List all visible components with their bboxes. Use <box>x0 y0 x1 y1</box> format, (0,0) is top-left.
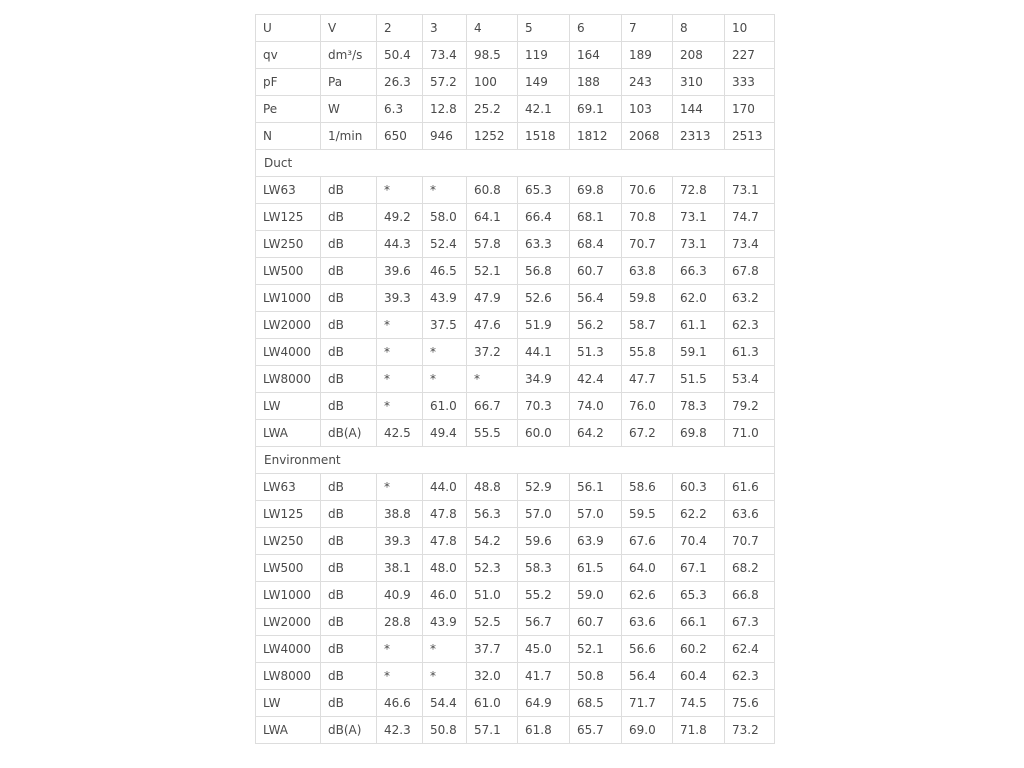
value-cell: 64.2 <box>570 420 622 447</box>
value-cell: 51.0 <box>467 582 518 609</box>
value-cell: 149 <box>518 69 570 96</box>
value-cell: 66.7 <box>467 393 518 420</box>
row-label-cell: LW1000 <box>256 285 321 312</box>
value-cell: 2513 <box>725 123 775 150</box>
value-cell: 39.6 <box>377 258 423 285</box>
value-cell: * <box>423 663 467 690</box>
value-cell: 98.5 <box>467 42 518 69</box>
value-cell: 78.3 <box>673 393 725 420</box>
value-cell: 59.0 <box>570 582 622 609</box>
value-cell: 64.0 <box>622 555 673 582</box>
value-cell: 26.3 <box>377 69 423 96</box>
value-cell: 63.2 <box>725 285 775 312</box>
value-cell: 63.6 <box>725 501 775 528</box>
value-cell: 67.8 <box>725 258 775 285</box>
value-cell: 58.3 <box>518 555 570 582</box>
value-cell: 2 <box>377 15 423 42</box>
unit-cell: dB <box>321 285 377 312</box>
unit-cell: 1/min <box>321 123 377 150</box>
value-cell: 67.1 <box>673 555 725 582</box>
value-cell: 47.9 <box>467 285 518 312</box>
value-cell: 51.3 <box>570 339 622 366</box>
unit-cell: dB <box>321 636 377 663</box>
value-cell: 56.3 <box>467 501 518 528</box>
value-cell: 64.9 <box>518 690 570 717</box>
row-label-cell: LW <box>256 690 321 717</box>
value-cell: 60.3 <box>673 474 725 501</box>
row-label-cell: LW63 <box>256 474 321 501</box>
value-cell: 2313 <box>673 123 725 150</box>
value-cell: 39.3 <box>377 285 423 312</box>
environment-section-title: Environment <box>256 447 775 474</box>
value-cell: 68.1 <box>570 204 622 231</box>
value-cell: * <box>423 366 467 393</box>
value-cell: 56.1 <box>570 474 622 501</box>
value-cell: 47.8 <box>423 501 467 528</box>
value-cell: 74.5 <box>673 690 725 717</box>
duct-section-row <box>256 150 775 177</box>
performance-row <box>256 96 775 123</box>
value-cell: 73.1 <box>725 177 775 204</box>
value-cell: 62.0 <box>673 285 725 312</box>
value-cell: 62.3 <box>725 663 775 690</box>
environment-row <box>256 609 775 636</box>
value-cell: 62.3 <box>725 312 775 339</box>
value-cell: * <box>377 339 423 366</box>
value-cell: 32.0 <box>467 663 518 690</box>
row-label-cell: LW2000 <box>256 609 321 636</box>
value-cell: 1518 <box>518 123 570 150</box>
row-label-cell: LW4000 <box>256 636 321 663</box>
value-cell: 60.7 <box>570 258 622 285</box>
environment-row <box>256 636 775 663</box>
value-cell: 61.8 <box>518 717 570 744</box>
duct-row <box>256 312 775 339</box>
environment-section-row <box>256 447 775 474</box>
unit-cell: dB <box>321 555 377 582</box>
value-cell: 40.9 <box>377 582 423 609</box>
value-cell: 60.7 <box>570 609 622 636</box>
value-cell: 70.3 <box>518 393 570 420</box>
unit-cell: dB <box>321 204 377 231</box>
value-cell: 71.7 <box>622 690 673 717</box>
value-cell: 42.4 <box>570 366 622 393</box>
unit-cell: dB <box>321 501 377 528</box>
value-cell: 69.8 <box>570 177 622 204</box>
value-cell: 56.2 <box>570 312 622 339</box>
value-cell: 50.4 <box>377 42 423 69</box>
value-cell: 67.2 <box>622 420 673 447</box>
value-cell: 60.2 <box>673 636 725 663</box>
value-cell: 62.6 <box>622 582 673 609</box>
value-cell: 59.6 <box>518 528 570 555</box>
value-cell: 52.4 <box>423 231 467 258</box>
value-cell: 70.7 <box>622 231 673 258</box>
value-cell: 65.3 <box>673 582 725 609</box>
row-label-cell: N <box>256 123 321 150</box>
value-cell: 47.8 <box>423 528 467 555</box>
row-label-cell: qv <box>256 42 321 69</box>
value-cell: 68.5 <box>570 690 622 717</box>
value-cell: 46.0 <box>423 582 467 609</box>
unit-cell: dB(A) <box>321 717 377 744</box>
value-cell: * <box>423 339 467 366</box>
value-cell: * <box>423 177 467 204</box>
value-cell: 70.4 <box>673 528 725 555</box>
value-cell: 41.7 <box>518 663 570 690</box>
value-cell: 6 <box>570 15 622 42</box>
value-cell: 54.2 <box>467 528 518 555</box>
row-label-cell: LW125 <box>256 204 321 231</box>
value-cell: 66.3 <box>673 258 725 285</box>
value-cell: 47.7 <box>622 366 673 393</box>
duct-row <box>256 231 775 258</box>
value-cell: 37.7 <box>467 636 518 663</box>
value-cell: 58.7 <box>622 312 673 339</box>
value-cell: * <box>377 177 423 204</box>
value-cell: 69.1 <box>570 96 622 123</box>
duct-row <box>256 258 775 285</box>
value-cell: 68.2 <box>725 555 775 582</box>
environment-row <box>256 582 775 609</box>
value-cell: * <box>377 366 423 393</box>
value-cell: 28.8 <box>377 609 423 636</box>
performance-row <box>256 123 775 150</box>
unit-cell: dm³/s <box>321 42 377 69</box>
value-cell: 73.4 <box>725 231 775 258</box>
value-cell: 47.6 <box>467 312 518 339</box>
value-cell: 56.4 <box>622 663 673 690</box>
value-cell: * <box>377 636 423 663</box>
value-cell: 60.8 <box>467 177 518 204</box>
value-cell: 73.4 <box>423 42 467 69</box>
value-cell: 50.8 <box>423 717 467 744</box>
fan-performance-table <box>255 14 775 744</box>
environment-row <box>256 717 775 744</box>
value-cell: 55.2 <box>518 582 570 609</box>
value-cell: 52.9 <box>518 474 570 501</box>
value-cell: 43.9 <box>423 609 467 636</box>
value-cell: 61.0 <box>423 393 467 420</box>
value-cell: 44.0 <box>423 474 467 501</box>
value-cell: 75.6 <box>725 690 775 717</box>
value-cell: 10 <box>725 15 775 42</box>
value-cell: 38.1 <box>377 555 423 582</box>
unit-cell: dB <box>321 582 377 609</box>
value-cell: 6.3 <box>377 96 423 123</box>
value-cell: 69.8 <box>673 420 725 447</box>
environment-row <box>256 528 775 555</box>
value-cell: 57.2 <box>423 69 467 96</box>
value-cell: 57.0 <box>570 501 622 528</box>
environment-row <box>256 474 775 501</box>
value-cell: 46.5 <box>423 258 467 285</box>
row-label-cell: LW8000 <box>256 366 321 393</box>
value-cell: 74.7 <box>725 204 775 231</box>
value-cell: 119 <box>518 42 570 69</box>
value-cell: 79.2 <box>725 393 775 420</box>
unit-cell: dB <box>321 366 377 393</box>
unit-cell: V <box>321 15 377 42</box>
value-cell: 49.2 <box>377 204 423 231</box>
unit-cell: dB(A) <box>321 420 377 447</box>
unit-cell: dB <box>321 474 377 501</box>
value-cell: 144 <box>673 96 725 123</box>
value-cell: 208 <box>673 42 725 69</box>
unit-cell: dB <box>321 312 377 339</box>
value-cell: 55.5 <box>467 420 518 447</box>
value-cell: 56.4 <box>570 285 622 312</box>
value-cell: 44.1 <box>518 339 570 366</box>
row-label-cell: LW8000 <box>256 663 321 690</box>
unit-cell: dB <box>321 231 377 258</box>
value-cell: 650 <box>377 123 423 150</box>
row-label-cell: LWA <box>256 717 321 744</box>
unit-cell: dB <box>321 528 377 555</box>
value-cell: 48.0 <box>423 555 467 582</box>
value-cell: 3 <box>423 15 467 42</box>
value-cell: 57.1 <box>467 717 518 744</box>
value-cell: * <box>377 312 423 339</box>
row-label-cell: LW4000 <box>256 339 321 366</box>
value-cell: 57.8 <box>467 231 518 258</box>
value-cell: 65.7 <box>570 717 622 744</box>
value-cell: 63.3 <box>518 231 570 258</box>
environment-row <box>256 555 775 582</box>
value-cell: 58.0 <box>423 204 467 231</box>
performance-row <box>256 15 775 42</box>
value-cell: 73.1 <box>673 204 725 231</box>
value-cell: 7 <box>622 15 673 42</box>
value-cell: 52.1 <box>467 258 518 285</box>
value-cell: 2068 <box>622 123 673 150</box>
value-cell: 61.6 <box>725 474 775 501</box>
value-cell: 39.3 <box>377 528 423 555</box>
value-cell: 1252 <box>467 123 518 150</box>
unit-cell: W <box>321 96 377 123</box>
value-cell: * <box>423 636 467 663</box>
value-cell: 12.8 <box>423 96 467 123</box>
duct-row <box>256 366 775 393</box>
value-cell: 56.8 <box>518 258 570 285</box>
unit-cell: dB <box>321 690 377 717</box>
unit-cell: dB <box>321 663 377 690</box>
row-label-cell: LW63 <box>256 177 321 204</box>
value-cell: 70.6 <box>622 177 673 204</box>
value-cell: 51.9 <box>518 312 570 339</box>
row-label-cell: LW500 <box>256 258 321 285</box>
value-cell: 57.0 <box>518 501 570 528</box>
value-cell: 333 <box>725 69 775 96</box>
unit-cell: dB <box>321 177 377 204</box>
value-cell: 72.8 <box>673 177 725 204</box>
value-cell: 38.8 <box>377 501 423 528</box>
value-cell: 58.6 <box>622 474 673 501</box>
value-cell: 42.3 <box>377 717 423 744</box>
value-cell: 62.4 <box>725 636 775 663</box>
value-cell: 61.5 <box>570 555 622 582</box>
value-cell: 52.3 <box>467 555 518 582</box>
environment-row <box>256 663 775 690</box>
performance-row <box>256 69 775 96</box>
duct-row <box>256 339 775 366</box>
value-cell: 50.8 <box>570 663 622 690</box>
value-cell: 65.3 <box>518 177 570 204</box>
value-cell: 48.8 <box>467 474 518 501</box>
value-cell: * <box>377 663 423 690</box>
duct-row <box>256 420 775 447</box>
row-label-cell: Pe <box>256 96 321 123</box>
duct-section-title: Duct <box>256 150 775 177</box>
value-cell: 56.6 <box>622 636 673 663</box>
unit-cell: dB <box>321 258 377 285</box>
row-label-cell: LWA <box>256 420 321 447</box>
value-cell: 43.9 <box>423 285 467 312</box>
value-cell: 8 <box>673 15 725 42</box>
value-cell: 71.0 <box>725 420 775 447</box>
value-cell: * <box>377 393 423 420</box>
value-cell: 42.1 <box>518 96 570 123</box>
value-cell: 51.5 <box>673 366 725 393</box>
value-cell: 63.6 <box>622 609 673 636</box>
value-cell: 59.1 <box>673 339 725 366</box>
value-cell: 227 <box>725 42 775 69</box>
unit-cell: dB <box>321 609 377 636</box>
value-cell: 1812 <box>570 123 622 150</box>
value-cell: 4 <box>467 15 518 42</box>
value-cell: 60.0 <box>518 420 570 447</box>
value-cell: 67.6 <box>622 528 673 555</box>
duct-row <box>256 393 775 420</box>
value-cell: 63.9 <box>570 528 622 555</box>
value-cell: 52.6 <box>518 285 570 312</box>
value-cell: 188 <box>570 69 622 96</box>
value-cell: * <box>377 474 423 501</box>
value-cell: 66.4 <box>518 204 570 231</box>
row-label-cell: LW500 <box>256 555 321 582</box>
unit-cell: Pa <box>321 69 377 96</box>
value-cell: 71.8 <box>673 717 725 744</box>
value-cell: 45.0 <box>518 636 570 663</box>
value-cell: 56.7 <box>518 609 570 636</box>
value-cell: 170 <box>725 96 775 123</box>
row-label-cell: LW250 <box>256 231 321 258</box>
value-cell: 70.7 <box>725 528 775 555</box>
row-label-cell: LW250 <box>256 528 321 555</box>
unit-cell: dB <box>321 339 377 366</box>
value-cell: 60.4 <box>673 663 725 690</box>
value-cell: 64.1 <box>467 204 518 231</box>
unit-cell: dB <box>321 393 377 420</box>
value-cell: 25.2 <box>467 96 518 123</box>
value-cell: 66.1 <box>673 609 725 636</box>
value-cell: 37.2 <box>467 339 518 366</box>
value-cell: 59.5 <box>622 501 673 528</box>
value-cell: 69.0 <box>622 717 673 744</box>
row-label-cell: pF <box>256 69 321 96</box>
value-cell: 946 <box>423 123 467 150</box>
value-cell: 103 <box>622 96 673 123</box>
value-cell: 52.1 <box>570 636 622 663</box>
value-cell: 59.8 <box>622 285 673 312</box>
value-cell: 66.8 <box>725 582 775 609</box>
value-cell: 70.8 <box>622 204 673 231</box>
value-cell: 76.0 <box>622 393 673 420</box>
row-label-cell: LW125 <box>256 501 321 528</box>
value-cell: 46.6 <box>377 690 423 717</box>
value-cell: 49.4 <box>423 420 467 447</box>
value-cell: 67.3 <box>725 609 775 636</box>
value-cell: 61.1 <box>673 312 725 339</box>
value-cell: 68.4 <box>570 231 622 258</box>
value-cell: 100 <box>467 69 518 96</box>
table-body <box>256 15 775 744</box>
value-cell: 74.0 <box>570 393 622 420</box>
value-cell: 62.2 <box>673 501 725 528</box>
value-cell: 61.0 <box>467 690 518 717</box>
environment-row <box>256 690 775 717</box>
environment-row <box>256 501 775 528</box>
value-cell: 53.4 <box>725 366 775 393</box>
value-cell: 54.4 <box>423 690 467 717</box>
value-cell: 34.9 <box>518 366 570 393</box>
value-cell: 73.2 <box>725 717 775 744</box>
duct-row <box>256 204 775 231</box>
value-cell: 61.3 <box>725 339 775 366</box>
value-cell: 5 <box>518 15 570 42</box>
duct-row <box>256 285 775 312</box>
value-cell: 42.5 <box>377 420 423 447</box>
value-cell: 310 <box>673 69 725 96</box>
row-label-cell: U <box>256 15 321 42</box>
performance-row <box>256 42 775 69</box>
row-label-cell: LW <box>256 393 321 420</box>
row-label-cell: LW1000 <box>256 582 321 609</box>
value-cell: 55.8 <box>622 339 673 366</box>
value-cell: 243 <box>622 69 673 96</box>
value-cell: 189 <box>622 42 673 69</box>
duct-row <box>256 177 775 204</box>
value-cell: * <box>467 366 518 393</box>
value-cell: 73.1 <box>673 231 725 258</box>
value-cell: 44.3 <box>377 231 423 258</box>
value-cell: 164 <box>570 42 622 69</box>
value-cell: 52.5 <box>467 609 518 636</box>
row-label-cell: LW2000 <box>256 312 321 339</box>
value-cell: 63.8 <box>622 258 673 285</box>
value-cell: 37.5 <box>423 312 467 339</box>
